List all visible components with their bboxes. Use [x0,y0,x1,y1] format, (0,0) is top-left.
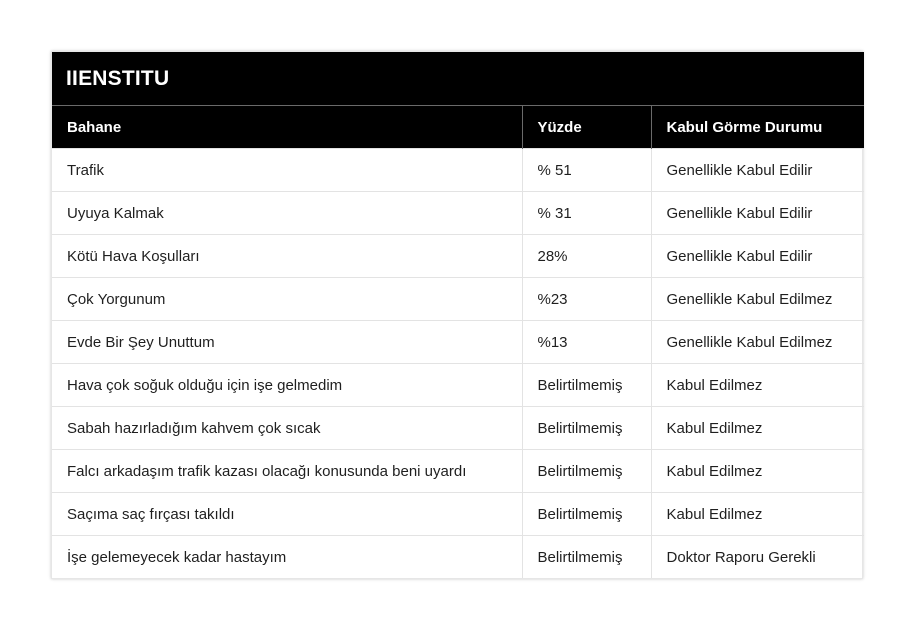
column-header-percentage: Yüzde [522,106,651,149]
excuse-cell: Saçıma saç fırçası takıldı [52,493,522,536]
column-header-acceptance: Kabul Görme Durumu [651,106,864,149]
excuse-cell: Sabah hazırladığım kahvem çok sıcak [52,407,522,450]
excuses-table [52,52,864,578]
table-title: IIENSTITU [52,52,864,106]
percentage-cell: Belirtilmemiş [522,364,651,407]
table-row [52,364,864,407]
percentage-cell: %23 [522,278,651,321]
table-row [52,149,864,192]
excuses-table-container [51,51,863,579]
acceptance-cell: Kabul Edilmez [651,407,864,450]
excuse-cell: Trafik [52,149,522,192]
acceptance-cell: Genellikle Kabul Edilmez [651,278,864,321]
acceptance-cell: Genellikle Kabul Edilir [651,235,864,278]
percentage-cell: %13 [522,321,651,364]
excuse-cell: İşe gelemeyecek kadar hastayım [52,536,522,579]
percentage-cell: % 31 [522,192,651,235]
table-row [52,321,864,364]
excuse-cell: Çok Yorgunum [52,278,522,321]
table-header-row [52,106,864,149]
acceptance-cell: Kabul Edilmez [651,364,864,407]
table-row [52,407,864,450]
acceptance-cell: Kabul Edilmez [651,450,864,493]
excuse-cell: Uyuya Kalmak [52,192,522,235]
table-title-row [52,52,864,106]
excuse-cell: Kötü Hava Koşulları [52,235,522,278]
acceptance-cell: Genellikle Kabul Edilir [651,192,864,235]
percentage-cell: Belirtilmemiş [522,407,651,450]
table-row [52,235,864,278]
acceptance-cell: Genellikle Kabul Edilir [651,149,864,192]
percentage-cell: Belirtilmemiş [522,493,651,536]
acceptance-cell: Genellikle Kabul Edilmez [651,321,864,364]
percentage-cell: Belirtilmemiş [522,450,651,493]
column-header-excuse: Bahane [52,106,522,149]
excuse-cell: Hava çok soğuk olduğu için işe gelmedim [52,364,522,407]
table-row [52,192,864,235]
percentage-cell: 28% [522,235,651,278]
table-row [52,278,864,321]
table-row [52,536,864,579]
acceptance-cell: Doktor Raporu Gerekli [651,536,864,579]
excuse-cell: Falcı arkadaşım trafik kazası olacağı konusunda beni uyardı [52,450,522,493]
percentage-cell: Belirtilmemiş [522,536,651,579]
table-row [52,493,864,536]
acceptance-cell: Kabul Edilmez [651,493,864,536]
excuse-cell: Evde Bir Şey Unuttum [52,321,522,364]
table-row [52,450,864,493]
percentage-cell: % 51 [522,149,651,192]
